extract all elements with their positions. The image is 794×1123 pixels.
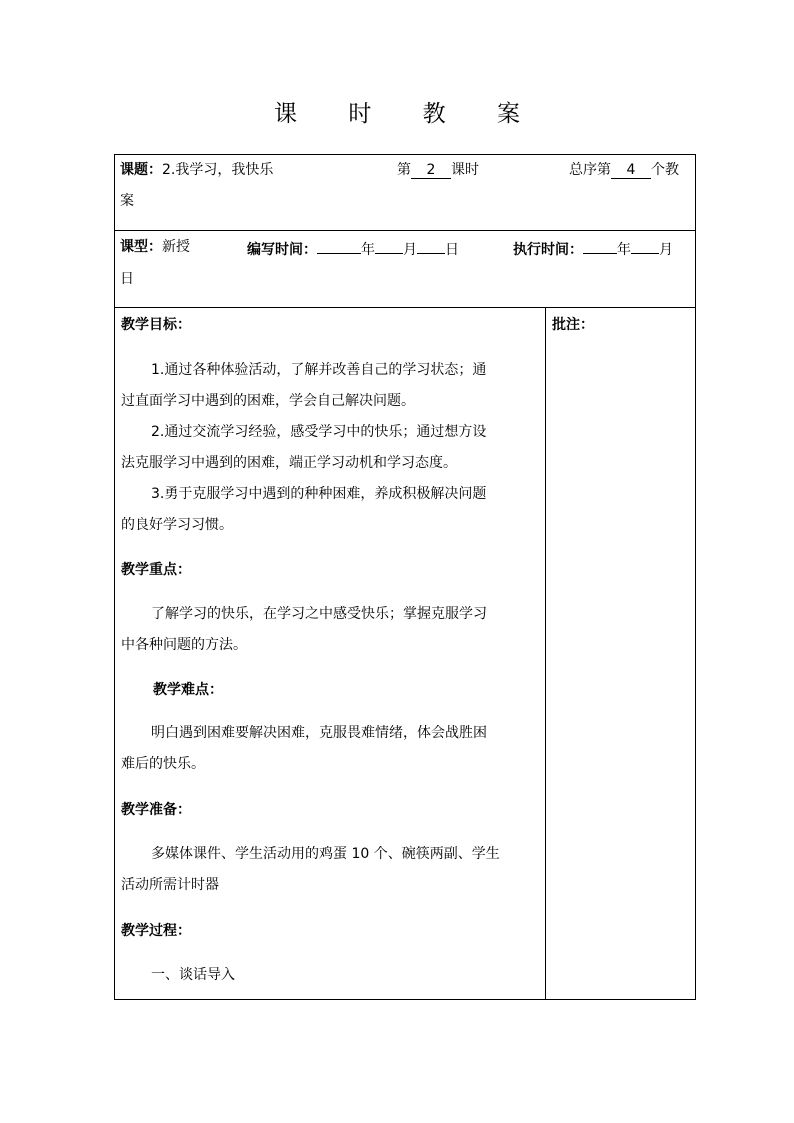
key-points-line-2: 中各种问题的方法。 [121,637,247,653]
title-char: 课 [274,101,298,127]
goal-3-line-1: 3.勇于克服学习中遇到的种种困难，养成积极解决问题 [151,486,487,502]
lesson-suffix: 课时 [451,162,479,178]
write-time-field [247,237,459,260]
goal-2-line-1: 2.通过交流学习经验，感受学习中的快乐；通过想方设 [151,424,487,440]
lesson-number-field [397,160,479,180]
preparation [121,839,541,901]
order-number: 4 [611,162,651,179]
goals-heading: 教学目标： [121,317,191,333]
order-suffix: 个教 [651,162,679,178]
order-prefix: 总序第 [569,162,611,178]
type-field [120,237,190,257]
goal-3 [121,479,541,541]
order-wrap: 案 [120,193,134,209]
header-row-type [115,230,695,308]
write-time-label: 编写时间： [247,242,317,258]
goal-1-line-2: 过直面学习中遇到的困难，学会自己解决问题。 [121,393,415,409]
preparation-line-1: 多媒体课件、学生活动用的鸡蛋 10 个、碗筷两副、学生 [151,846,500,862]
key-points-line-1: 了解学习的快乐，在学习之中感受快乐；掌握克服学习 [151,606,487,622]
process-step-1: 一、谈话导入 [151,967,235,983]
title-char: 时 [348,101,372,127]
goal-2-line-2: 法克服学习中遇到的困难，端正学习动机和学习态度。 [121,455,457,471]
title-char: 教 [422,101,446,127]
write-day-blank [417,237,445,254]
page-title [0,95,794,128]
goal-1-line-1: 1.通过各种体验活动，了解并改善自己的学习状态；通 [151,362,487,378]
difficulty-line-2: 难后的快乐。 [121,756,205,772]
goal-1 [121,355,541,417]
order-number-field [569,160,679,180]
topic-field [120,160,273,180]
exec-day-label: 日 [120,271,134,287]
exec-month-blank [631,237,659,254]
title-char: 案 [496,101,520,127]
exec-month-label: 月 [659,242,673,258]
notes-column [546,307,695,999]
write-month-blank [375,237,403,254]
process-heading: 教学过程： [121,923,191,939]
topic-value: 2.我学习，我快乐 [162,162,274,178]
difficulty-points [121,718,541,780]
type-label: 课型： [120,239,162,255]
key-points-heading: 教学重点： [121,562,191,578]
notes-heading: 批注： [552,317,594,333]
topic-label: 课题： [120,162,162,178]
write-month-label: 月 [403,242,417,258]
write-year-blank [317,237,361,254]
lesson-number: 2 [411,162,451,179]
goal-2 [121,417,541,479]
difficulty-heading: 教学难点： [153,682,223,698]
header-row-topic [115,155,695,231]
write-year-label: 年 [361,242,375,258]
exec-time-label: 执行时间： [513,242,583,258]
lesson-prefix: 第 [397,162,411,178]
exec-year-blank [583,237,617,254]
lesson-plan-table [114,154,696,1000]
goal-3-line-2: 的良好学习习惯。 [121,517,233,533]
difficulty-line-1: 明白遇到困难要解决困难，克服畏难情绪，体会战胜困 [151,725,487,741]
exec-time-field [513,237,673,260]
key-points [121,599,541,661]
exec-year-label: 年 [617,242,631,258]
type-value: 新授 [162,239,190,255]
preparation-heading: 教学准备： [121,802,191,818]
main-content-column [115,307,546,999]
preparation-line-2: 活动所需计时器 [121,877,219,893]
write-day-label: 日 [445,242,459,258]
